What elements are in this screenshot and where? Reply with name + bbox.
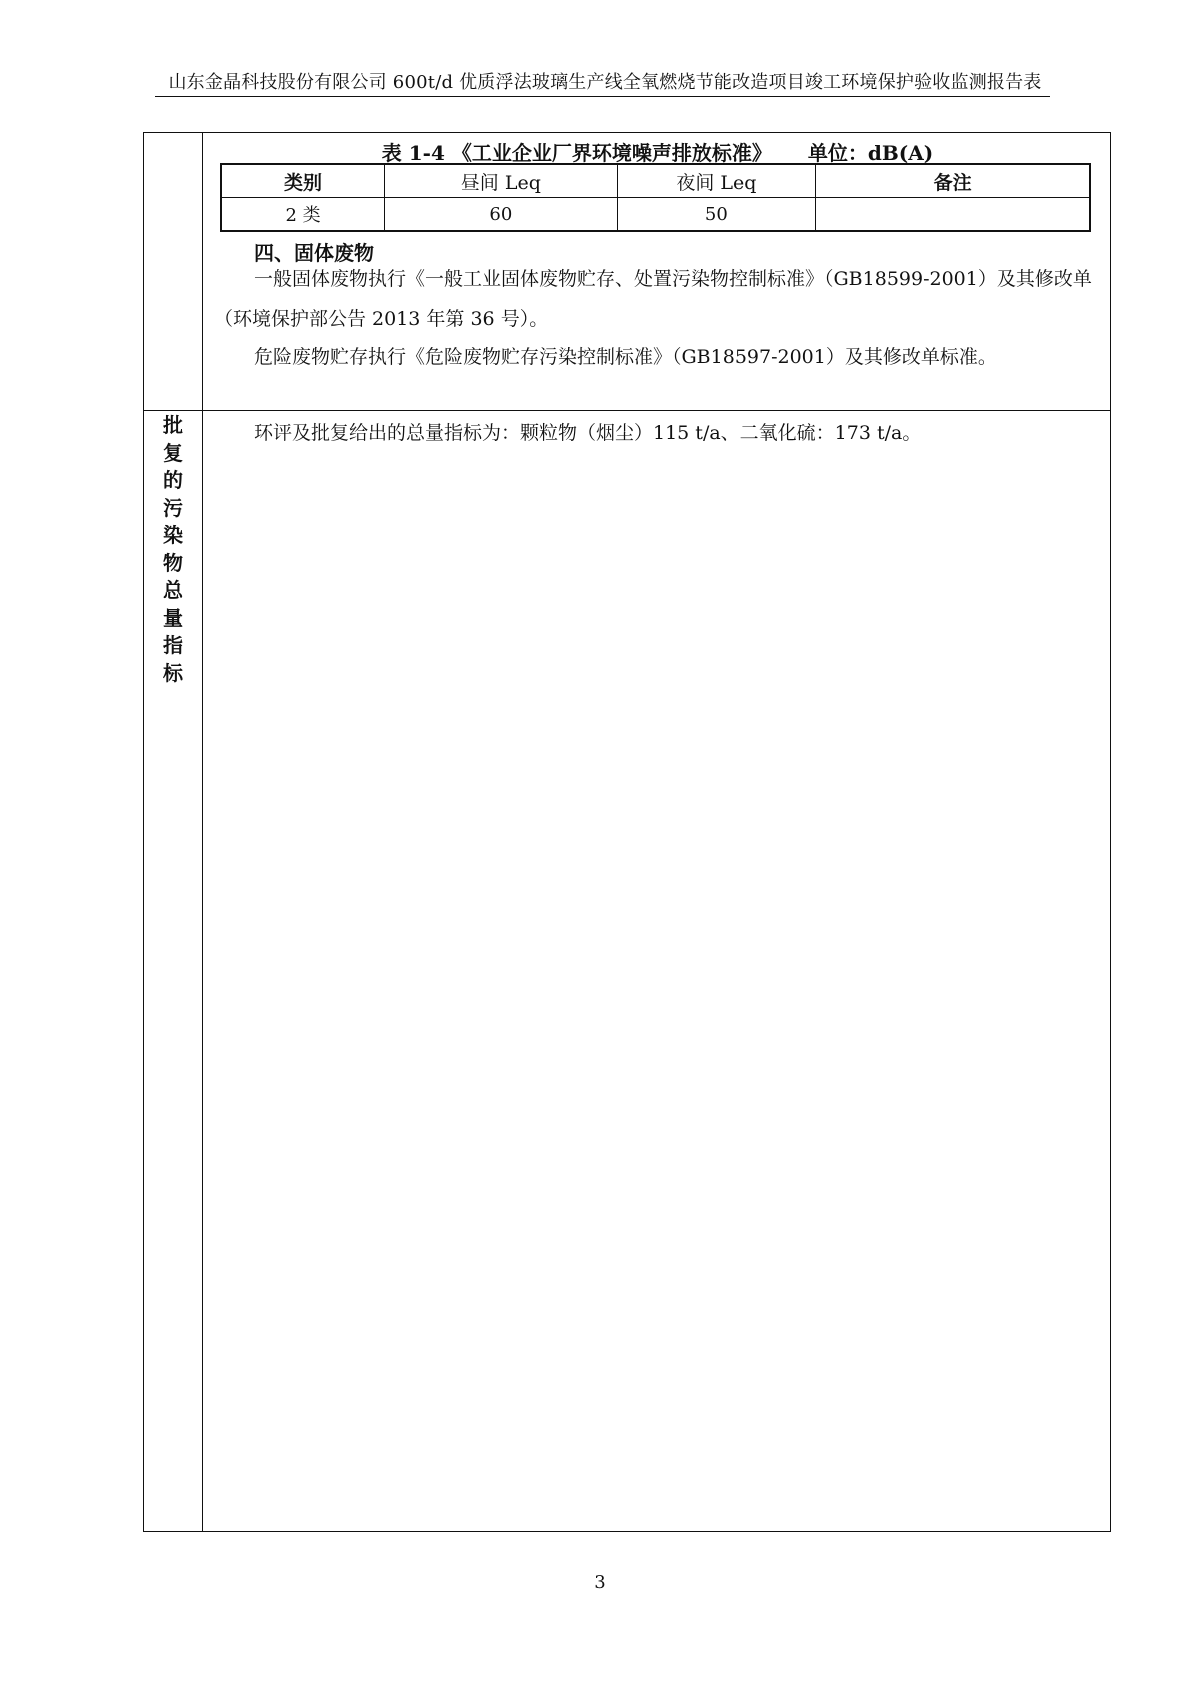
cell-remark [816, 198, 1090, 232]
side-label-char: 污 [163, 495, 183, 520]
column-divider [202, 133, 203, 1531]
side-label-char: 标 [163, 660, 183, 685]
side-label-char: 总 [163, 578, 183, 602]
side-label-char: 量 [163, 605, 183, 630]
solid-waste-hazardous-paragraph: 危险废物贮存执行《危险废物贮存污染控制标准》（GB18597-2001）及其修改单标准。 [254, 346, 997, 368]
row-divider [144, 410, 1110, 411]
col-header-night: 夜间 Leq [617, 164, 816, 198]
total-quota-text: 环评及批复给出的总量指标为：颗粒物（烟尘）115 t/a、二氧化硫：173 t/a。 [254, 422, 922, 444]
table-header-row [221, 164, 1090, 198]
total-quota-side-label [144, 412, 202, 687]
side-label-char: 的 [163, 468, 183, 492]
cell-category: 2 类 [221, 198, 385, 232]
side-label-char: 物 [163, 550, 183, 575]
noise-standard-table [220, 163, 1091, 232]
table-row [221, 198, 1090, 232]
col-header-category: 类别 [221, 164, 385, 198]
caption-title: 表 1-4 《工业企业厂界环境噪声排放标准》 [381, 141, 772, 165]
col-header-day: 昼间 Leq [385, 164, 617, 198]
noise-table-caption [203, 137, 1112, 166]
form-table [143, 132, 1111, 1532]
side-label-char: 指 [163, 633, 183, 657]
solid-waste-general-paragraph: 一般固体废物执行《一般工业固体废物贮存、处置污染物控制标准》（GB18599-2001）及其修改单（环境保护部公告 2013 年第 36 号）。 [214, 268, 1092, 330]
side-label-char: 批 [163, 413, 183, 437]
cell-day: 60 [385, 198, 617, 232]
col-header-remark: 备注 [816, 164, 1090, 198]
side-label-char: 染 [163, 523, 183, 547]
solid-waste-heading: 四、固体废物 [254, 241, 374, 265]
side-label-char: 复 [163, 440, 183, 465]
header-rule [155, 96, 1050, 97]
cell-night: 50 [617, 198, 816, 232]
page-header: 山东金晶科技股份有限公司 600t/d 优质浮法玻璃生产线全氧燃烧节能改造项目竣工环境保护验收监测报告表 [168, 72, 1042, 93]
caption-unit: 单位：dB(A) [807, 141, 934, 165]
page-number: 3 [594, 1572, 606, 1593]
